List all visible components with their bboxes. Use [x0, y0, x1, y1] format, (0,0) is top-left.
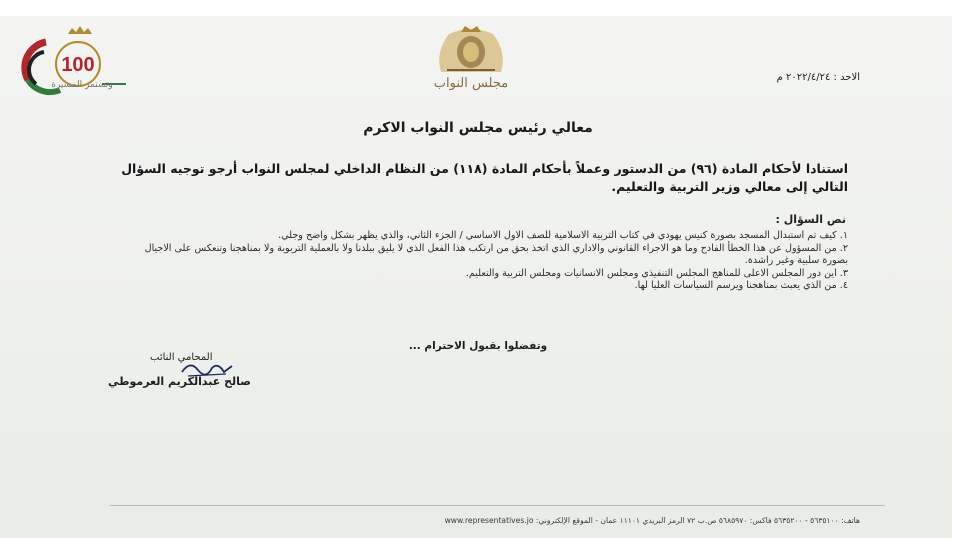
recipient-title: معالي رئيس مجلس النواب الاكرم	[363, 120, 593, 136]
scan-border-right	[952, 0, 956, 538]
signatory-name: صالح عبدالكريم العرموطي	[108, 375, 251, 388]
question-item-3: ٣. اين دور المجلس الاعلى للمناهج المجلس التنفيذي ومجلس الانسانيات ومجلس التربية والتعليم.	[465, 267, 848, 279]
closing-line: وتفضلوا بقبول الاحترام ...	[408, 340, 548, 352]
footer-contact: هاتف: ٥٦٣٥١٠٠ - ٥٦٣٥٢٠٠ فاكس: ٥٦٨٥٩٧٠ ص.ب ٧٢ الرمز البريدي ١١١٠١ عمان - الموقع الإلكتروني: www.representatives.jo	[444, 516, 860, 525]
intro-paragraph: استنادا لأحكام المادة (٩٦) من الدستور وعملاً بأحكام المادة (١١٨) من النظام الداخلي لمجلس النواب أرجو توجيه السؤال التالي إلى معالي وزير التربية والتعليم.	[121, 161, 848, 194]
signatory-title: المحامي النائب	[150, 352, 213, 363]
question-list	[118, 230, 848, 293]
parliament-signature-header: مجلس النواب	[433, 76, 509, 91]
question-item-1: ١. كيف تم استبدال المسجد بصورة كنيس يهودي في كتاب التربية الاسلامية للصف الاول الاساسي / الجزء الثاني، والذي يظهر بشكل واضح وجلي.	[278, 230, 848, 241]
logo-caption: وتستمر المسيرة	[51, 80, 113, 90]
letter-date: الاحد : ٢٠٢٢/٤/٢٤ م	[776, 72, 860, 83]
question-item-2: ٢. من المسؤول عن هذا الخطأ الفادح وما هو الاجراء القانوني والاداري الذي اتخذ بحق من ارتكب هذا الفعل الذي لا يليق ببلدنا ولا بالعملية التربوية ولا بمناهجنا وتنعكس على الاجيال بصورة سلبية وغير راشدة.	[144, 242, 848, 267]
scan-border-top	[0, 0, 956, 16]
question-heading: نص السؤال :	[775, 213, 846, 226]
logo-badge-text: 100	[61, 54, 95, 76]
question-item-4: ٤. من الذي يعبث بمناهجنا ويرسم السياسات العليا لها.	[634, 280, 848, 292]
jordan-coat-of-arms-icon	[431, 22, 511, 78]
footer-divider	[110, 505, 885, 506]
